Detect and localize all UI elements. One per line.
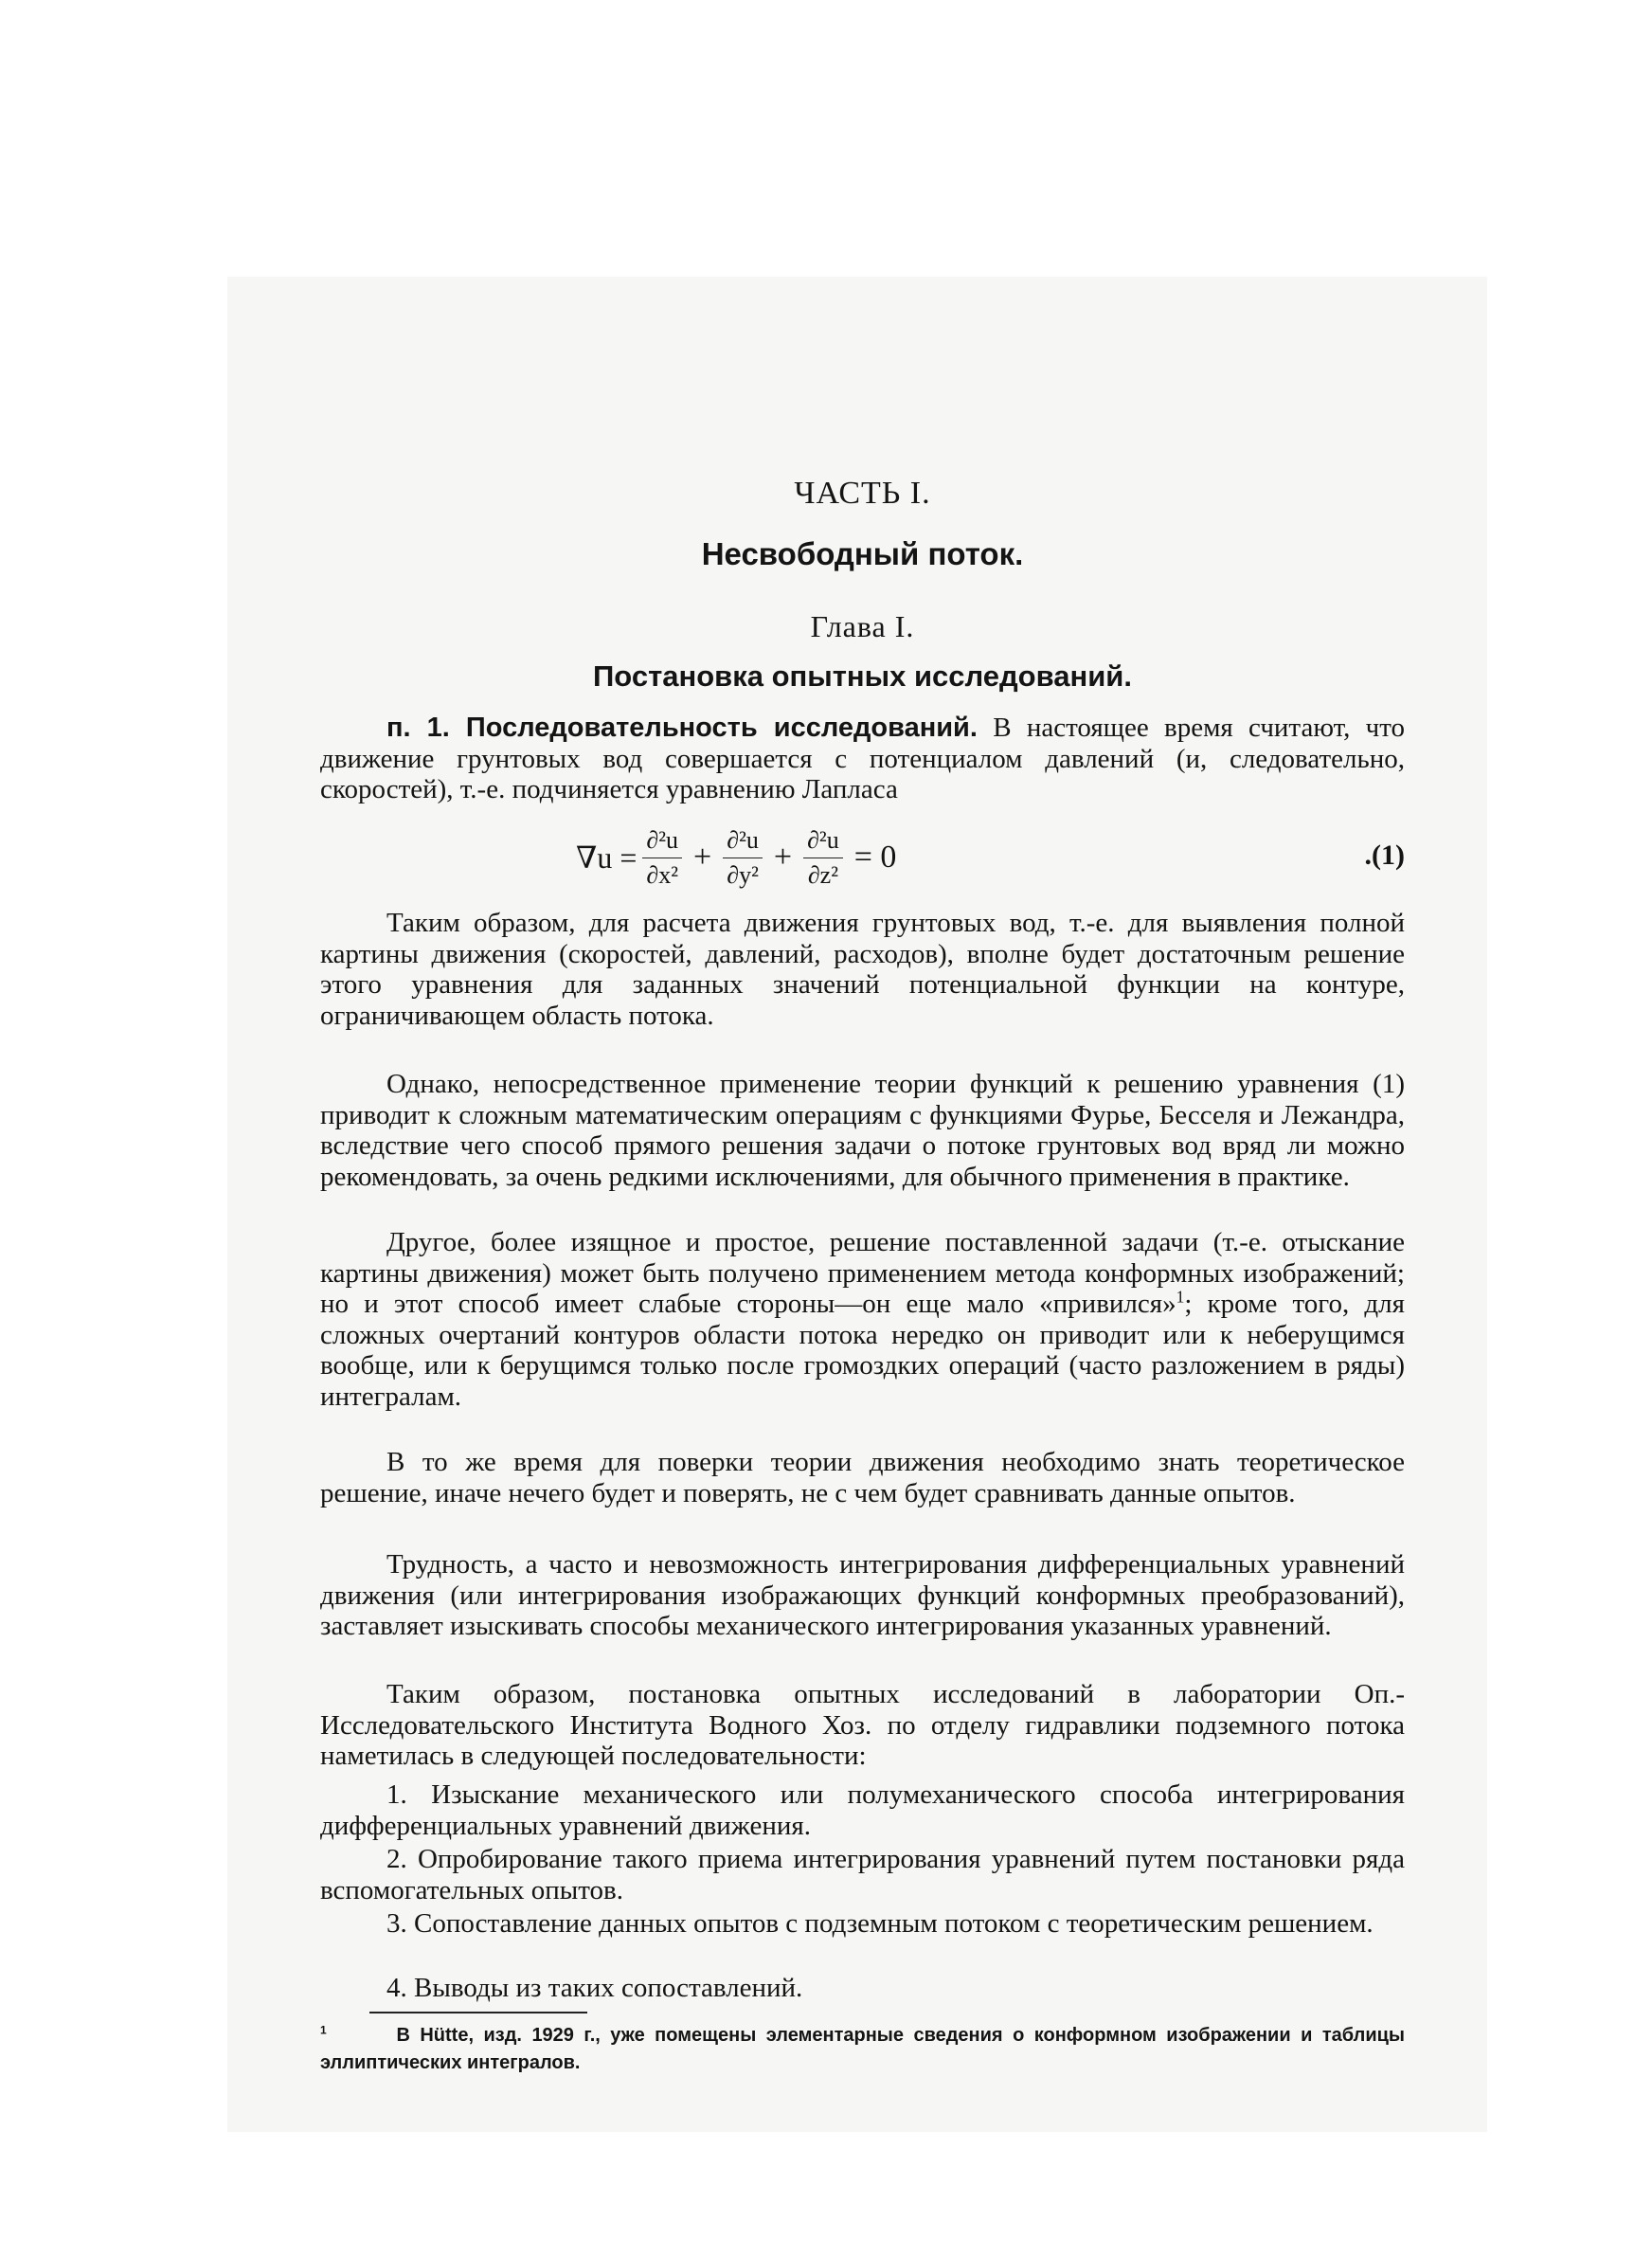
paragraph: В то же время для поверки теории движения необходимо знать теоретическое решение, иначе нечего будет и поверять, не с чем будет сравнивать данные опытов. xyxy=(320,1447,1405,1508)
part-title: ЧАСТЬ I. xyxy=(794,476,931,511)
part-subtitle: Несвободный поток. xyxy=(701,536,1024,571)
paragraph-text: Другое, более изящное и простое, решение поставленной задачи (т.-е. отыскание картины движения) может быть получено применением метода конформных изображений; но и этот способ имеет слабые стороны—он еще мало «привился» xyxy=(320,1227,1405,1319)
term-y-denominator: ∂y² xyxy=(727,860,759,889)
list-item: 2. Опробирование такого приема интегрирования уравнений путем постановки ряда вспомогательных опытов. xyxy=(320,1844,1405,1905)
section-heading: п. 1. Последовательность исследований. xyxy=(386,713,978,743)
chapter-title: Глава I. xyxy=(810,609,915,643)
paragraph: Трудность, а часто и невозможность интегрирования дифференциальных уравнений движения (или интегрирования изображающих функций конформных преобразований), заставляет изыскивать способы механического интегрирования указанных уравнений. xyxy=(320,1549,1405,1641)
section-paragraph xyxy=(320,713,1405,805)
term-y-numerator: ∂²u xyxy=(723,823,763,858)
term-z-denominator: ∂z² xyxy=(807,860,838,889)
equation-lhs: ∇u = xyxy=(576,840,637,875)
section-intro-text: В настоящее время считают, что движение грунтовых вод совершается с потенциалом давлений (и, следовательно, скоростей), т.-е. подчиняется уравнению Лапласа xyxy=(320,713,1405,804)
list-item: 3. Сопоставление данных опытов с подземным потоком с теоретическим решением. xyxy=(386,1908,1374,1939)
equation-term-y xyxy=(723,823,763,893)
equation-term-x xyxy=(642,823,682,893)
paragraph: Однако, непосредственное применение теории функций к решению уравнения (1) приводит к сложным математическим операциям с функциями Фурье, Бесселя и Лежандра, вследствие чего способ прямого решения задачи о потоке грунтовых вод вряд ли можно рекомендовать, за очень редкими исключениями, для обычного применения в практике. xyxy=(320,1069,1405,1192)
term-z-numerator: ∂²u xyxy=(803,823,843,858)
equation-rhs: = 0 xyxy=(853,840,897,875)
paragraph xyxy=(320,1227,1405,1412)
paragraph: Таким образом, для расчета движения грунтовых вод, т.-е. для выявления полной картины движения (скоростей, давлений, расходов), вполне будет достаточным решение этого уравнения для заданных значений потенциальной функции на контуре, ограничивающем область потока. xyxy=(320,908,1405,1031)
footnote xyxy=(320,2022,1405,2077)
equation-term-z xyxy=(803,823,843,893)
footnote-marker-wrap xyxy=(320,2022,386,2049)
list-item: 1. Изыскание механического или полумеханического способа интегрирования дифференциальных уравнений движения. xyxy=(320,1779,1405,1841)
footnote-marker: 1 xyxy=(320,2023,327,2037)
list-item: 4. Выводы из таких сопоставлений. xyxy=(386,1973,803,2003)
term-x-denominator: ∂x² xyxy=(646,860,679,889)
term-x-numerator: ∂²u xyxy=(642,823,682,858)
footnote-divider xyxy=(369,2012,587,2013)
laplace-equation xyxy=(320,815,1405,900)
chapter-subtitle: Постановка опытных исследований. xyxy=(593,659,1132,693)
plus-sign: + xyxy=(693,840,712,875)
paragraph-text: ; кроме того, для сложных очертаний контуров области потока нередко он приводит или к неберущимся вообще, или к берущимся только после громоздких операций (часто разложением в ряды) интегралам. xyxy=(320,1289,1405,1412)
footnote-reference[interactable]: 1 xyxy=(1176,1287,1185,1307)
paragraph: Таким образом, постановка опытных исследований в лаборатории Оп.-Исследовательского Института Водного Хоз. по отделу гидравлики подземного потока наметилась в следующей последовательности: xyxy=(320,1679,1405,1771)
plus-sign: + xyxy=(773,840,793,875)
equation-number: .(1) xyxy=(1364,840,1405,871)
footnote-text: В Hütte, изд. 1929 г., уже помещены элементарные сведения о конформном изображении и таблицы эллиптических интегралов. xyxy=(320,2025,1405,2073)
